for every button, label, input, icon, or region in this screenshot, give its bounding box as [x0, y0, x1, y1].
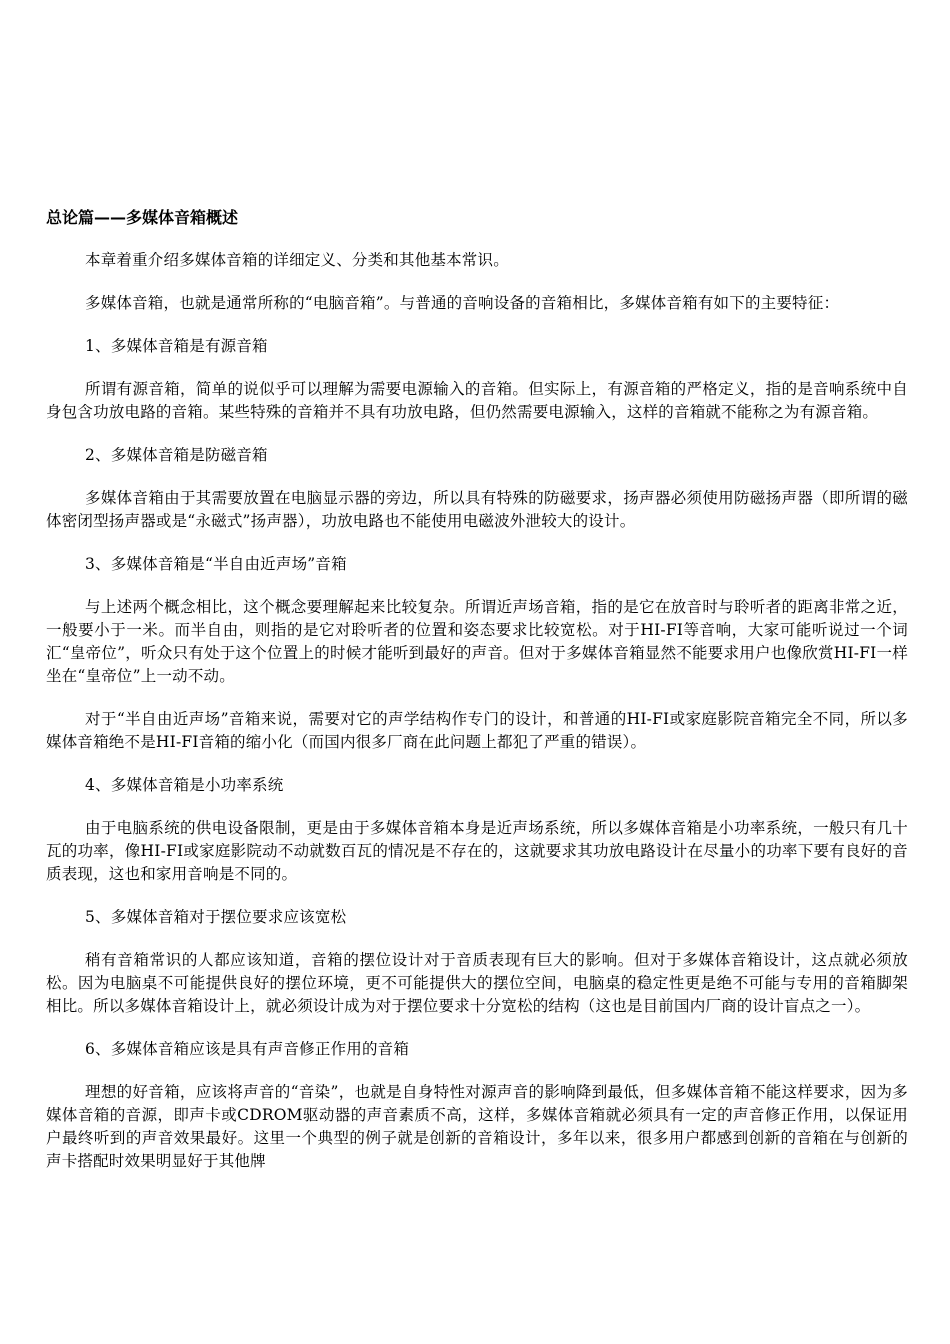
paragraph: 本章着重介绍多媒体音箱的详细定义、分类和其他基本常识。: [85, 251, 509, 269]
document-page: [46, 207, 908, 1193]
paragraph: 由于电脑系统的供电设备限制，更是由于多媒体音箱本身是近声场系统，所以多媒体音箱是小功率系统，一般只有几十瓦的功率，像HI-FI或家庭影院动不动就数百瓦的情况是不存在的，这就要求其功放电路设计在尽量小的功率下要有良好的音质表现，这也和家用音响是不同的。: [46, 819, 908, 883]
section-heading: 1、多媒体音箱是有源音箱: [85, 337, 268, 355]
section-heading: 5、多媒体音箱对于摆位要求应该宽松: [85, 908, 347, 926]
paragraph: 多媒体音箱由于其需要放置在电脑显示器的旁边，所以具有特殊的防磁要求，扬声器必须使用防磁扬声器（即所谓的磁体密闭型扬声器或是“永磁式”扬声器），功放电路也不能使用电磁波外泄较大的设计。: [46, 489, 908, 530]
paragraph: 理想的好音箱，应该将声音的“音染”，也就是自身特性对源声音的影响降到最低，但多媒体音箱不能这样要求，因为多媒体音箱的音源，即声卡或CDROM驱动器的声音素质不高，这样，多媒体音箱就必须具有一定的声音修正作用，以保证用户最终听到的声音效果最好。这里一个典型的例子就是创新的音箱设计，多年以来，很多用户都感到创新的音箱在与创新的声卡搭配时效果明显好于其他牌: [46, 1083, 908, 1170]
document-body: [46, 249, 908, 1173]
paragraph: 多媒体音箱，也就是通常所称的“电脑音箱”。与普通的音响设备的音箱相比，多媒体音箱有如下的主要特征：: [85, 294, 840, 312]
document-title: 总论篇——多媒体音箱概述: [46, 208, 239, 227]
paragraph: 所谓有源音箱，简单的说似乎可以理解为需要电源输入的音箱。但实际上，有源音箱的严格定义，指的是音响系统中自身包含功放电路的音箱。某些特殊的音箱并不具有功放电路，但仍然需要电源输入，这样的音箱就不能称之为有源音箱。: [46, 380, 908, 421]
section-heading: 6、多媒体音箱应该是具有声音修正作用的音箱: [85, 1040, 410, 1058]
section-heading: 4、多媒体音箱是小功率系统: [85, 776, 284, 794]
paragraph: 稍有音箱常识的人都应该知道，音箱的摆位设计对于音质表现有巨大的影响。但对于多媒体音箱设计，这点就必须放松。因为电脑桌不可能提供良好的摆位环境，更不可能提供大的摆位空间，电脑桌的稳定性更是绝不可能与专用的音箱脚架相比。所以多媒体音箱设计上，就必须设计成为对于摆位要求十分宽松的结构（这也是目前国内厂商的设计盲点之一）。: [46, 951, 908, 1015]
section-heading: 3、多媒体音箱是“半自由近声场”音箱: [85, 555, 347, 573]
paragraph: 与上述两个概念相比，这个概念要理解起来比较复杂。所谓近声场音箱，指的是它在放音时与聆听者的距离非常之近，一般要小于一米。而半自由，则指的是它对聆听者的位置和姿态要求比较宽松。对于HI-FI等音响，大家可能听说过一个词汇“皇帝位”，听众只有处于这个位置上的时候才能听到最好的声音。但对于多媒体音箱显然不能要求用户也像欣赏HI-FI一样坐在“皇帝位”上一动不动。: [46, 598, 908, 685]
paragraph: 对于“半自由近声场”音箱来说，需要对它的声学结构作专门的设计，和普通的HI-FI或家庭影院音箱完全不同，所以多媒体音箱绝不是HI-FI音箱的缩小化（而国内很多厂商在此问题上都犯了严重的错误）。: [46, 710, 908, 751]
section-heading: 2、多媒体音箱是防磁音箱: [85, 446, 268, 464]
